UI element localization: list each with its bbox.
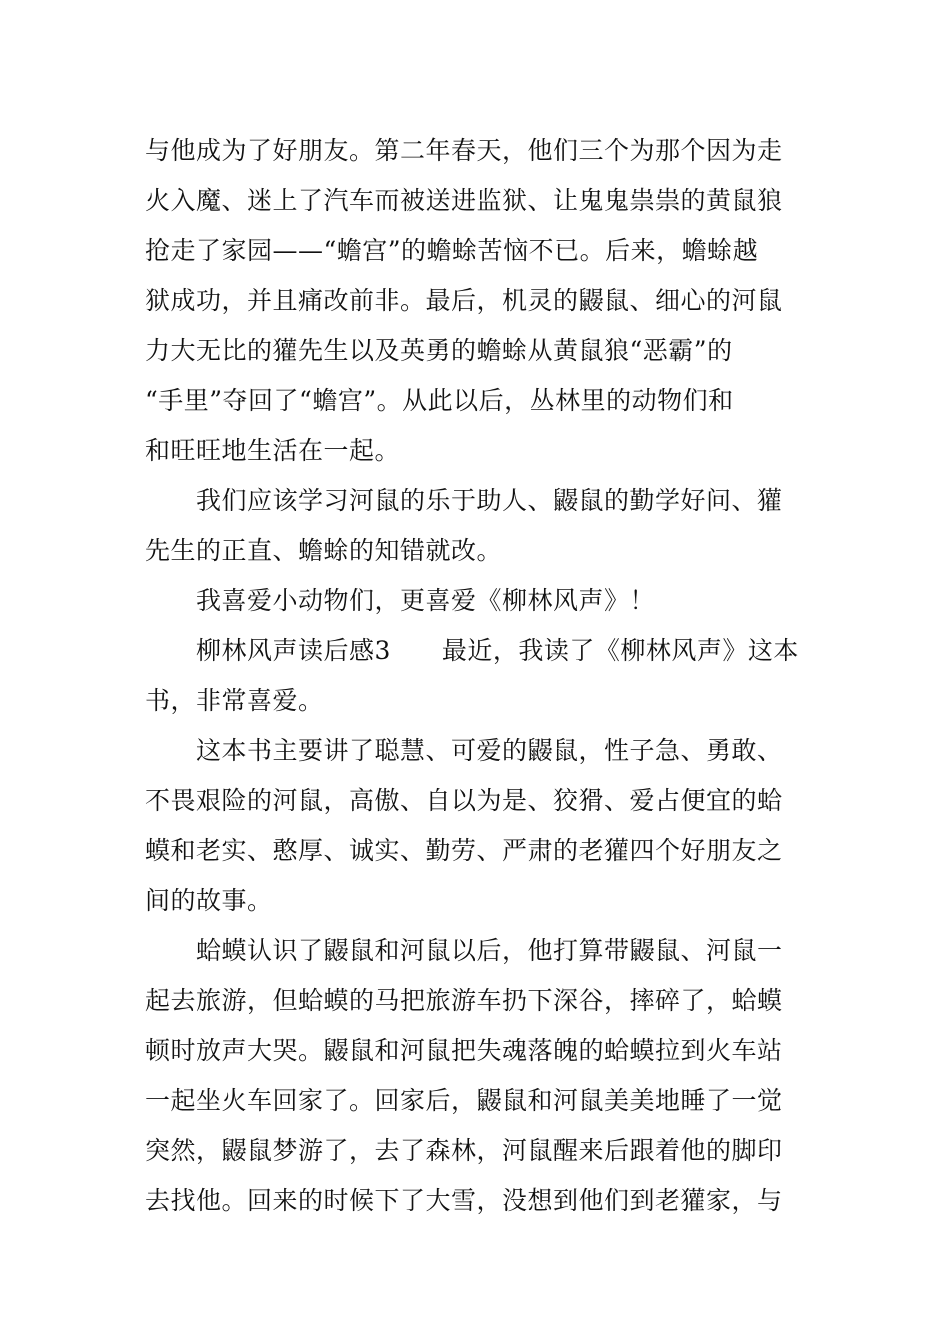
text-line: 我喜爱小动物们，更喜爱《柳林风声》！ xyxy=(145,586,656,615)
text-line: 书，非常喜爱。 xyxy=(145,686,324,715)
text-line: 狱成功，并且痛改前非。最后，机灵的鼹鼠、细心的河鼠 xyxy=(145,286,783,315)
text-line: 火入魔、迷上了汽车而被送进监狱、让鬼鬼祟祟的黄鼠狼 xyxy=(145,186,783,215)
text-line: 抢走了家园——“蟾宫”的蟾蜍苦恼不已。后来，蟾蜍越 xyxy=(145,236,759,265)
text-line: 起去旅游，但蛤蟆的马把旅游车扔下深谷，摔碎了，蛤蟆 xyxy=(145,986,783,1015)
text-line: 一起坐火车回家了。回家后，鼹鼠和河鼠美美地睡了一觉 xyxy=(145,1086,783,1115)
text-line: 不畏艰险的河鼠，高傲、自以为是、狡猾、爱占便宜的蛤 xyxy=(145,786,783,815)
text-line: 先生的正直、蟾蜍的知错就改。 xyxy=(145,536,503,565)
text-line: 间的故事。 xyxy=(145,886,273,915)
text-line: 蟆和老实、憨厚、诚实、勤劳、严肃的老獾四个好朋友之 xyxy=(145,836,783,865)
text-line: 与他成为了好朋友。第二年春天，他们三个为那个因为走 xyxy=(145,136,783,165)
text-line: 顿时放声大哭。鼹鼠和河鼠把失魂落魄的蛤蟆拉到火车站 xyxy=(145,1036,783,1065)
text-line: 蛤蟆认识了鼹鼠和河鼠以后，他打算带鼹鼠、河鼠一 xyxy=(145,936,783,965)
text-line: 去找他。回来的时候下了大雪，没想到他们到老獾家，与 xyxy=(145,1186,783,1215)
text-line: “手里”夺回了“蟾宫”。从此以后，丛林里的动物们和 xyxy=(145,386,734,415)
text-line: 力大无比的獾先生以及英勇的蟾蜍从黄鼠狼“恶霸”的 xyxy=(145,336,733,365)
text-line: 和旺旺地生活在一起。 xyxy=(145,436,401,465)
text-line: 我们应该学习河鼠的乐于助人、鼹鼠的勤学好问、獾 xyxy=(145,486,783,515)
text-line: 柳林风声读后感3 最近，我读了《柳林风声》这本 xyxy=(145,636,799,665)
text-line: 这本书主要讲了聪慧、可爱的鼹鼠，性子急、勇敢、 xyxy=(145,736,783,765)
text-line: 突然，鼹鼠梦游了，去了森林，河鼠醒来后跟着他的脚印 xyxy=(145,1136,783,1165)
